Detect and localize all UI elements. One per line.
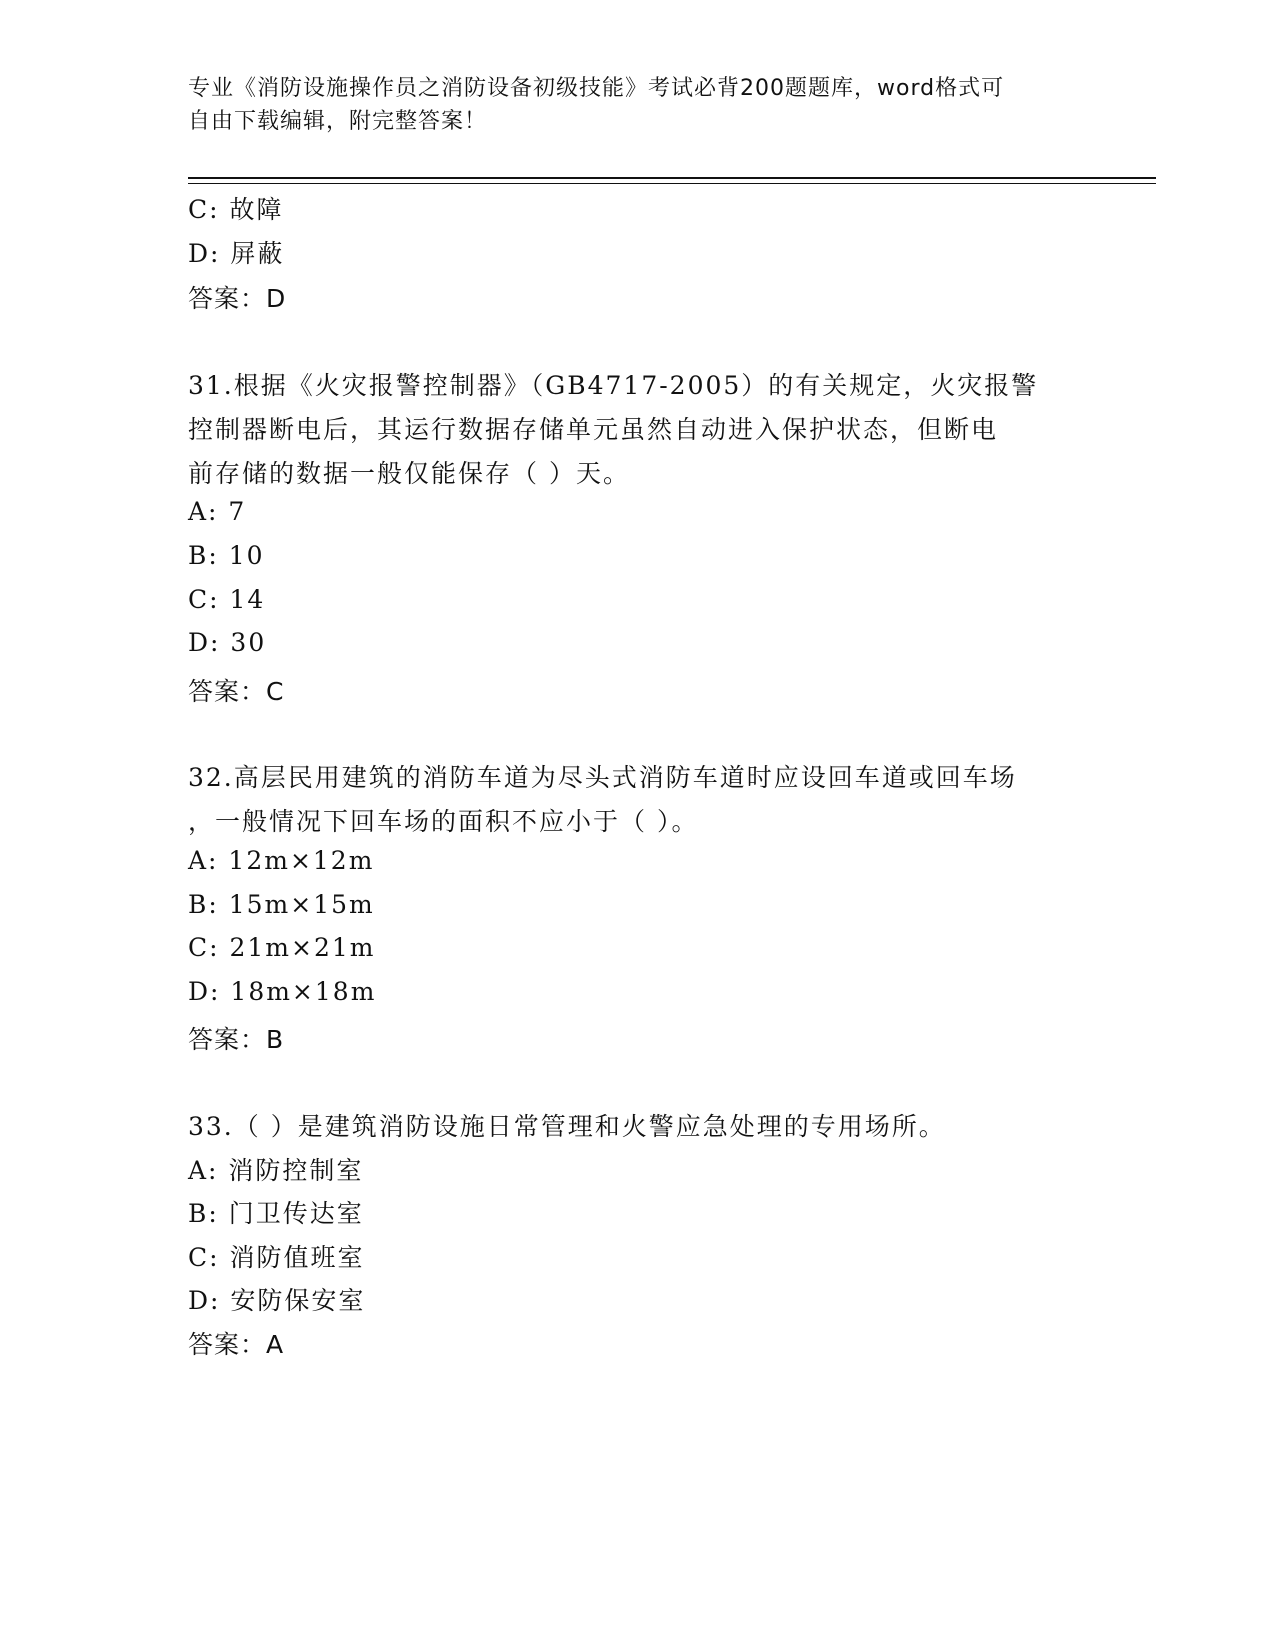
q33-stem-line-1: 33.（ ）是建筑消防设施日常管理和火警应急处理的专用场所。: [188, 1112, 946, 1141]
q33-option-a: A: 消防控制室: [188, 1156, 364, 1185]
q31-option-d: D: 30: [188, 628, 267, 657]
q32-stem-line-1: 32.高层民用建筑的消防车道为尽头式消防车道时应设回车道或回车场: [188, 763, 1017, 792]
header-divider-thick: [188, 177, 1156, 179]
header-line-2: 自由下载编辑，附完整答案！: [188, 109, 488, 134]
q33-option-c: C: 消防值班室: [188, 1243, 365, 1272]
q32-option-d: D: 18m×18m: [188, 977, 377, 1006]
prev-option-d: D: 屏蔽: [188, 239, 285, 268]
header-divider-thin: [188, 183, 1156, 184]
q32-stem-line-2: ，一般情况下回车场的面积不应小于（ ）。: [188, 807, 699, 836]
q32-option-a: A: 12m×12m: [188, 846, 375, 875]
prev-answer: 答案：D: [188, 284, 287, 313]
q31-option-a: A: 7: [188, 497, 247, 526]
q31-stem-line-3: 前存储的数据一般仅能保存（ ）天。: [188, 459, 630, 488]
q32-answer: 答案：B: [188, 1025, 285, 1054]
q31-answer: 答案：C: [188, 677, 285, 706]
q31-option-c: C: 14: [188, 585, 266, 614]
q32-option-b: B: 15m×15m: [188, 890, 375, 919]
header-line-1: 专业《消防设施操作员之消防设备初级技能》考试必背200题题库，word格式可: [188, 76, 1005, 101]
prev-option-c: C: 故障: [188, 195, 284, 224]
q33-option-d: D: 安防保安室: [188, 1286, 366, 1315]
document-header: [188, 72, 1068, 138]
q33-answer: 答案：A: [188, 1330, 285, 1359]
q31-stem-line-2: 控制器断电后，其运行数据存储单元虽然自动进入保护状态，但断电: [188, 415, 999, 444]
q32-option-c: C: 21m×21m: [188, 933, 376, 962]
q33-option-b: B: 门卫传达室: [188, 1199, 364, 1228]
q31-stem-line-1: 31.根据《火灾报警控制器》（GB4717-2005）的有关规定，火灾报警: [188, 371, 1039, 400]
q31-option-b: B: 10: [188, 541, 265, 570]
